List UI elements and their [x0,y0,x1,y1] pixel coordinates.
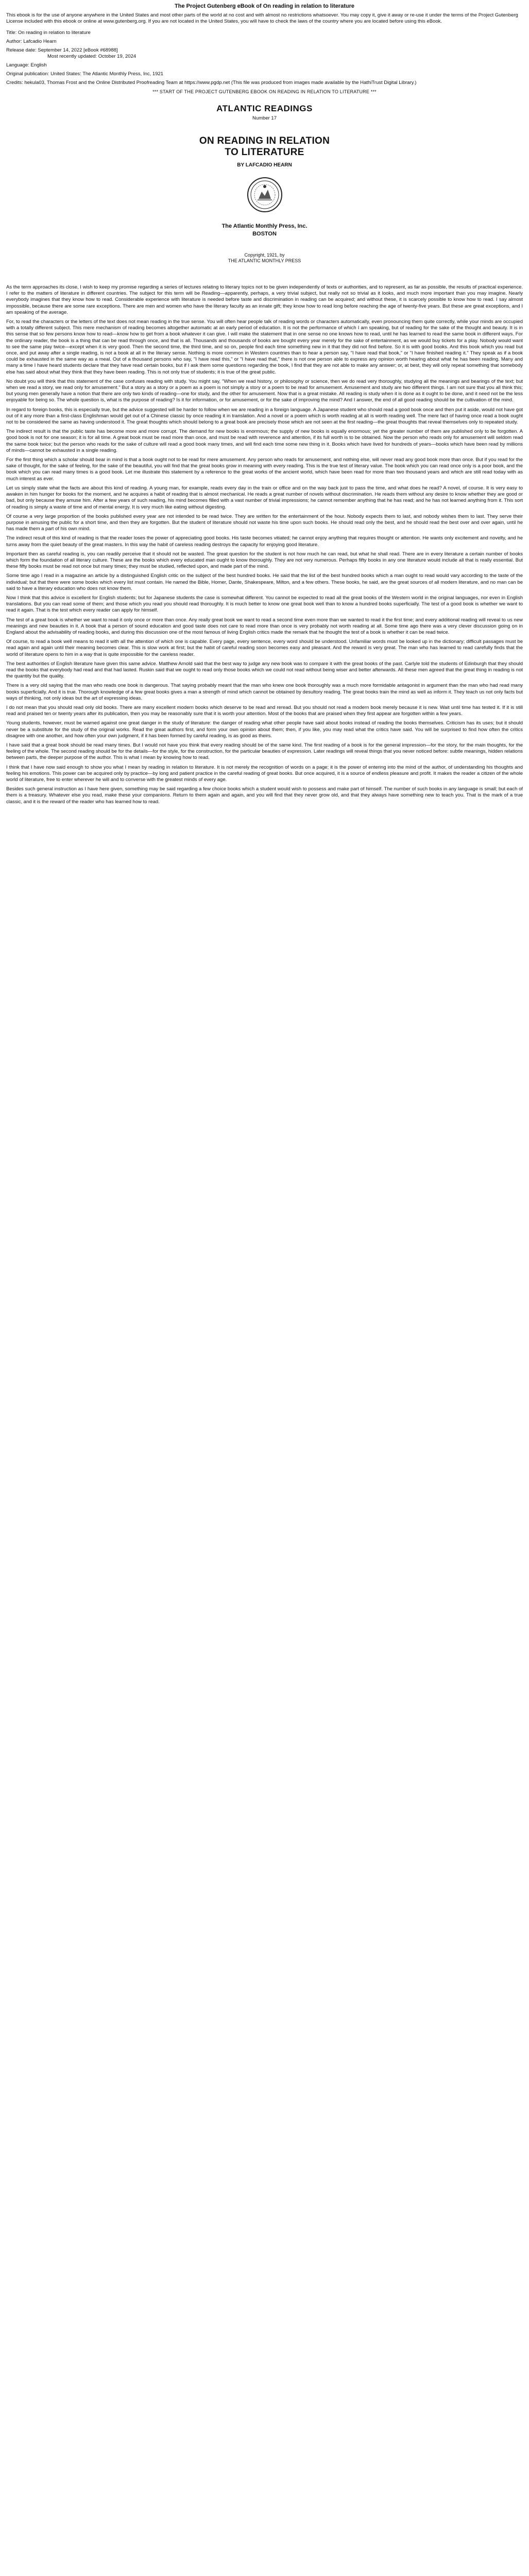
body-paragraph: The indirect result of this kind of reading is that the reader loses the power of appreciating good books. His taste becomes vitiated; he cannot enjoy anything that requires thought or attention. He wants only excitement and novelty, and he turns away from the quiet beauty of the great masters. In this way the habit of careless reading destroys the capacity for enjoying good literature. [6,535,523,548]
ebook-metadata [6,12,523,86]
body-paragraph: Young students, however, must be warned against one great danger in the study of literature: the danger of reading what other people have said about books instead of reading the books themselves. Criticism has its uses; but it should never be a substitute for the study of the original works. Read the great authors first, and form your own opinion about them; then, if you like, you may read what the critics have said. You will be surprised to find how often the critics disagree with one another, and how often your own judgment, if it has been formed by careful reading, is as good as theirs. [6,720,523,739]
body-paragraph: There is a very old saying that the man who reads one book is dangerous. That saying probably meant that the man who knew one book thoroughly was a much more formidable antagonist in argument than the man who had read many books superficially. And it is true. Thorough knowledge of a few great books gives a man a strength of mind which cannot be obtained by desultory reading. The great books train the mind as well as inform it. They teach us not only facts but ways of thinking, not only ideas but the art of expressing ideas. [6,683,523,701]
body-paragraph: Now I think that this advice is excellent for English students; but for Japanese students the case is somewhat different. You cannot be expected to read all the great books of the Western world in the original languages, nor even in English translations. But you can read some of them; and those which you read you should read thoroughly. It is much better to know one great book well than to know a hundred books superficially. The test of a good book is whether we want to read it again. That is the test which every reader can apply for himself. [6,595,523,614]
publisher-seal-icon [246,176,283,213]
original-publication-line: Original publication: United States: The Atlantic Monthly Press, Inc, 1921 [6,71,164,77]
body-paragraph: For the first thing which a scholar should bear in mind is that a book ought not to be read for mere amusement. Any person who reads for amusement, and nothing else, will never read any good book more than once. But if you read for the sake of thought, for the sake of feeling, for the sake of the beautiful, you will find that the great books grow in meaning with every reading. This is the true test of literary value. The book which you can read once only is a poor book, and the book which you can read many times is a good book. Let me illustrate this statement by a reference to the great works of the ancient world, which have been read for more than two thousand years and which are still read today with as much interest as ever. [6,457,523,482]
copyright-line-1: Copyright, 1921, by [244,252,285,258]
body-paragraph: I think that I have now said enough to show you what I mean by reading in relation to literature. It is not merely the recognition of words on a page; it is the power of entering into the mind of the author, of understanding his thoughts and feeling his emotions. This power can be acquired only by practice—by long and patient practice in the careful reading of great books. But once acquired, it is a source of endless pleasure and profit. It makes the reader a citizen of the whole world of literature, free to enter wherever he will and to converse with the greatest minds of every age. [6,764,523,783]
body-paragraph: Besides such general instruction as I have here given, something may be said regarding a few choice books which a student would wish to possess and make part of himself. The number of such books in any language is small; but each of them is a treasury. Whatever else you read, make these your companions. Return to them again and again, and you will find that they never grow old, and that they always have something new to teach you. That is the mark of a true classic, and it is the reward of the reader who has learned how to read. [6,786,523,805]
body-paragraph: For, to read the characters or the letters of the text does not mean reading in the true sense. You will often hear people talk of reading words or characters automatically, even pronouncing them quite correctly, while your minds are occupied with a totally different subject. This mere mechanism of reading becomes altogether automatic at an early period of education. It is not the performance of which I am speaking, but of reading for the sake of the thought and beauty. It is in this sense that so few persons know how to read—know how to get from a book whatever it can give. I will make the statement that in one sense no one knows how to read, until he has learned to read the same book in different ways. For the ordinary reader, the book is a thing that can be read through once, and that is all. Thousands and thousands of books are bought every year merely for the sake of entertainment, as we would buy tickets for a play. Nobody would want to see the same play twice—except when it is very good. Then the second time, the third time, and so on, people find each time something new in it that they did not find before. So it is with good books. And this book which you read but once, and put away after a single reading, is not a book at all in the literary sense. Nothing is more common in Western countries than to hear a person say, "I have read that book," or "I have finished reading it." They speak as if a book could be exhausted in the same way as a meal. Out of a thousand persons who say, "I have read this," or "I have read that," there is not one person able to express any opinion worth hearing about what he has been reading. Many and many a time I have heard students declare that they have read certain books, but if I ask them some questions regarding the book, I find that they are not able to make any answer; or, at best, they will only repeat something that somebody else has said about what they think that they have been reading. This is not only true of students; it is true of the great public. [6,319,523,375]
credits-line: Credits: hekula03, Thomas Frost and the Online Distributed Proofreading Team at https://www.pgdp.net (This file was produced from images made available by the HathiTrust Digital Library.) [6,80,417,86]
copyright-line-2: THE ATLANTIC MONTHLY PRESS [228,258,301,263]
release-date-line: Release date: September 14, 2022 [eBook #68988] [6,47,118,53]
page-title: The Project Gutenberg eBook of On reading in relation to literature [175,3,354,9]
title-line: Title: On reading in relation to literature [6,30,91,36]
start-marker: *** START OF THE PROJECT GUTENBERG EBOOK ON READING IN RELATION TO LITERATURE *** [152,89,377,94]
publisher-name: The Atlantic Monthly Press, Inc. [221,223,308,229]
body-paragraph: In regard to foreign books, this is especially true, but the advice suggested will be harder to follow when we are reading in a foreign language. A Japanese student who should read a good book once and then put it aside, would not have got out of it any more than a first-class Englishman would get out of a Chinese classic by once reading it in translation. And a novel or a poem which is worth reading at all is worth reading well. The mere fact of having once read a book ought not to be considered the same as having understood it. The great thoughts which should belong to a great book are precisely those which are not seen at the first reading—the great thoughts that reveal themselves only to repeated study. [6,406,523,426]
body-paragraph: Important then as careful reading is, you can readily perceive that it should not be wasted. The great question for the student is not how much he can read, but what he shall read. There are in every literature a certain number of books which form the foundation of all literary culture. These are the books which every educated man ought to know thoroughly. They are not very numerous. Perhaps fifty books in any one literature would include all that is really essential. But these fifty books must be read not once but many times; they must be studied, reflected upon, and made part of the mind. [6,551,523,570]
book-title-line-1: ON READING IN RELATION [199,135,330,146]
language-line: Language: English [6,62,47,68]
body-paragraph: I do not mean that you should read only old books. There are many excellent modern books which deserve to be read and reread. But you should not read a modern book merely because it is new. Wait until time has tested it. If it is still read and praised ten or twenty years after its publication, then you may be reasonably sure that it is worth your attention. Most of the books that are praised when they first appear are forgotten within a few years. [6,704,523,717]
body-paragraph: I have said that a great book should be read many times. But I would not have you think that every reading should be of the same kind. The first reading of a book is for the general impression—for the story, for the main thoughts, for the feeling of the whole. The second reading should be for the details—for the style, for the construction, for the particular beauties of expression. Later readings will reveal things that you never noticed before: subtle meanings, hidden relations between parts, the deeper purpose of the author. This is what I mean by knowing how to read. [6,742,523,761]
book-title-line-2: TO LITERATURE [225,147,304,158]
publisher-city: BOSTON [252,231,277,237]
body-paragraph: No doubt you will think that this statement of the case confuses reading with study. You might say, "When we read history, or philosophy or science, then we do read very thoroughly, studying all the meanings and bearings of the text; but when we read a story, we read only for amusement." But a story as a story or a poem as a poem is not simply a story or a poem to be read for amusement. Amusement and study are two different things. I am not sure that you all think this; but young men generally have a notion that there are only two kinds of reading—one for study, and the other for amusement. Now that is a great mistake. All reading is study when it is done as it ought to be done, and it need not be the less enjoyable for being so. The whole question is, what is the purpose of reading? Is it for information, or for amusement, or for the sake of improving the mind? And I answer, the end of all good reading should be the cultivation of the mind. [6,378,523,403]
series-number: Number 17 [252,115,277,121]
body-paragraph: Some time ago I read in a magazine an article by a distinguished English critic on the subject of the best hundred books. He said that the list of the best hundred books which a man ought to read would vary according to the taste of the individual; but that there were some books which every list must contain. He named the Bible, Homer, Dante, Shakespeare, Milton, and a few others. These books, he said, are the great sources of all modern literature, and no man can be said to have a literary education who does not know them. [6,573,523,591]
updated-line: Most recently updated: October 19, 2024 [47,54,136,59]
body-paragraph: Of course a very large proportion of the books published every year are not intended to be read twice. They are written for the entertainment of the hour. Nobody expects them to last, and nobody wishes them to last. They serve their purpose in amusing the public for a short time, and then they are forgotten. But the student of literature should not waste his time upon such books. He should read only the best, and he should read the best over and over again, until he has made them a part of his own mind. [6,513,523,532]
license-notice: This ebook is for the use of anyone anywhere in the United States and most other parts of the world at no cost and with almost no restrictions whatsoever. You may copy it, give it away or re-use it under the terms of the Project Gutenberg License included with this ebook or online at www.gutenberg.org. If you are not located in the United States, you will have to check the laws of the country where you are located before using this eBook. [6,12,518,24]
body-paragraph: The indirect result is that the public taste has become more and more corrupt. The demand for new books is enormous; the supply of new books is equally enormous; yet the greater number of them are published only to be forgotten. A good book is not for one season; it is for all time. A great book must be read more than once, and must be read with reverence and attention, if its full worth is to be obtained. Now the person who reads only for amusement will seldom read the same book twice; but the person who reads for the sake of culture will read a good book many times, and will find each time some new thing in it. Books which have lived for hundreds of years—books which have been read by millions of minds—cannot be exhausted in a single reading. [6,429,523,453]
body-paragraph: As the term approaches its close, I wish to keep my promise regarding a series of lectures relating to literary topics not to be given independently of texts or authorities, and to represent, as far as possible, the results of practical experience. I refer to the matters of literature in different countries. The subject for this term will be Reading—apparently, perhaps, a very trivial subject, but really not so trivial as it looks, and much more important than you may imagine. Nearly everybody imagines that they know how to read. Considerable experience with literature is needed before taste and discrimination in reading can be acquired; and without these, it is scarcely possible to know how to read. I say almost impossible, because there are some rare exceptions. There are men and women who have the literary faculty as an innate gift; they know how to read long before reaching the age of twenty-five years. But these are great exceptions, and I am speaking of the average. [6,284,523,315]
copyright-notice [6,252,523,264]
series-title: ATLANTIC READINGS [216,104,313,113]
byline: BY LAFCADIO HEARN [237,162,292,168]
author-line: Author: Lafcadio Hearn [6,39,57,44]
body-paragraph: The best authorities of English literature have given this same advice. Matthew Arnold said that the best way to judge any new book was to compare it with the great books of the past. Carlyle told the students of Edinburgh that they should read the books that everybody had read and that had lasted. Ruskin said that we ought to read only those books which we could not read without being wiser and better afterwards. All these men agreed that the great thing in reading is not the quantity but the quality. [6,660,523,680]
body-text [6,284,523,805]
title-page [6,104,523,264]
body-paragraph: Let us simply state what the facts are about this kind of reading. A young man, for example, reads every day in the train or office and on the way back just to pass the time, and what does he read? A novel, of course. It is very easy to awaken in him hunger for books for the moment, and he acquires a habit of reading that is almost mechanical. He reads a great number of novels without discrimination. He reads them without any desire to know whether they are good or bad, but only because they amuse him. After a few years of such reading, his mind becomes filled with a vast number of trivial impressions; he cannot remember anything that he has read; and he has not learned anything from it. This sort of reading is simply a waste of time and of mental energy. It is very much like eating without digesting. [6,485,523,510]
body-paragraph: The test of a great book is whether we want to read it only once or more than once. Any really great book we want to read a second time even more than we wanted to read it the first time; and every additional reading will reveal to us new meanings and new beauties in it. A book that a person of sound education and good taste does not care to read more than once is very probably not worth reading at all. Some time ago there was a very clever discussion going on in England about the advisability of reading books, and during this discussion one of the most famous of living English critics made the remark that he thought the test of a book is whether it can be read twice. [6,617,523,635]
body-paragraph: Of course, to read a book well means to read it with all the attention of which one is capable. Every page, every sentence, every word should be understood. Unfamiliar words must be looked up in the dictionary; difficult passages must be read again and again until their meaning becomes clear. This is slow work at first; but the habit of careful reading soon becomes easy and pleasant. And the reward is very great. The man who has learned to read carefully finds that the world of literature opens to him in a way that is quite impossible for the careless reader. [6,639,523,657]
